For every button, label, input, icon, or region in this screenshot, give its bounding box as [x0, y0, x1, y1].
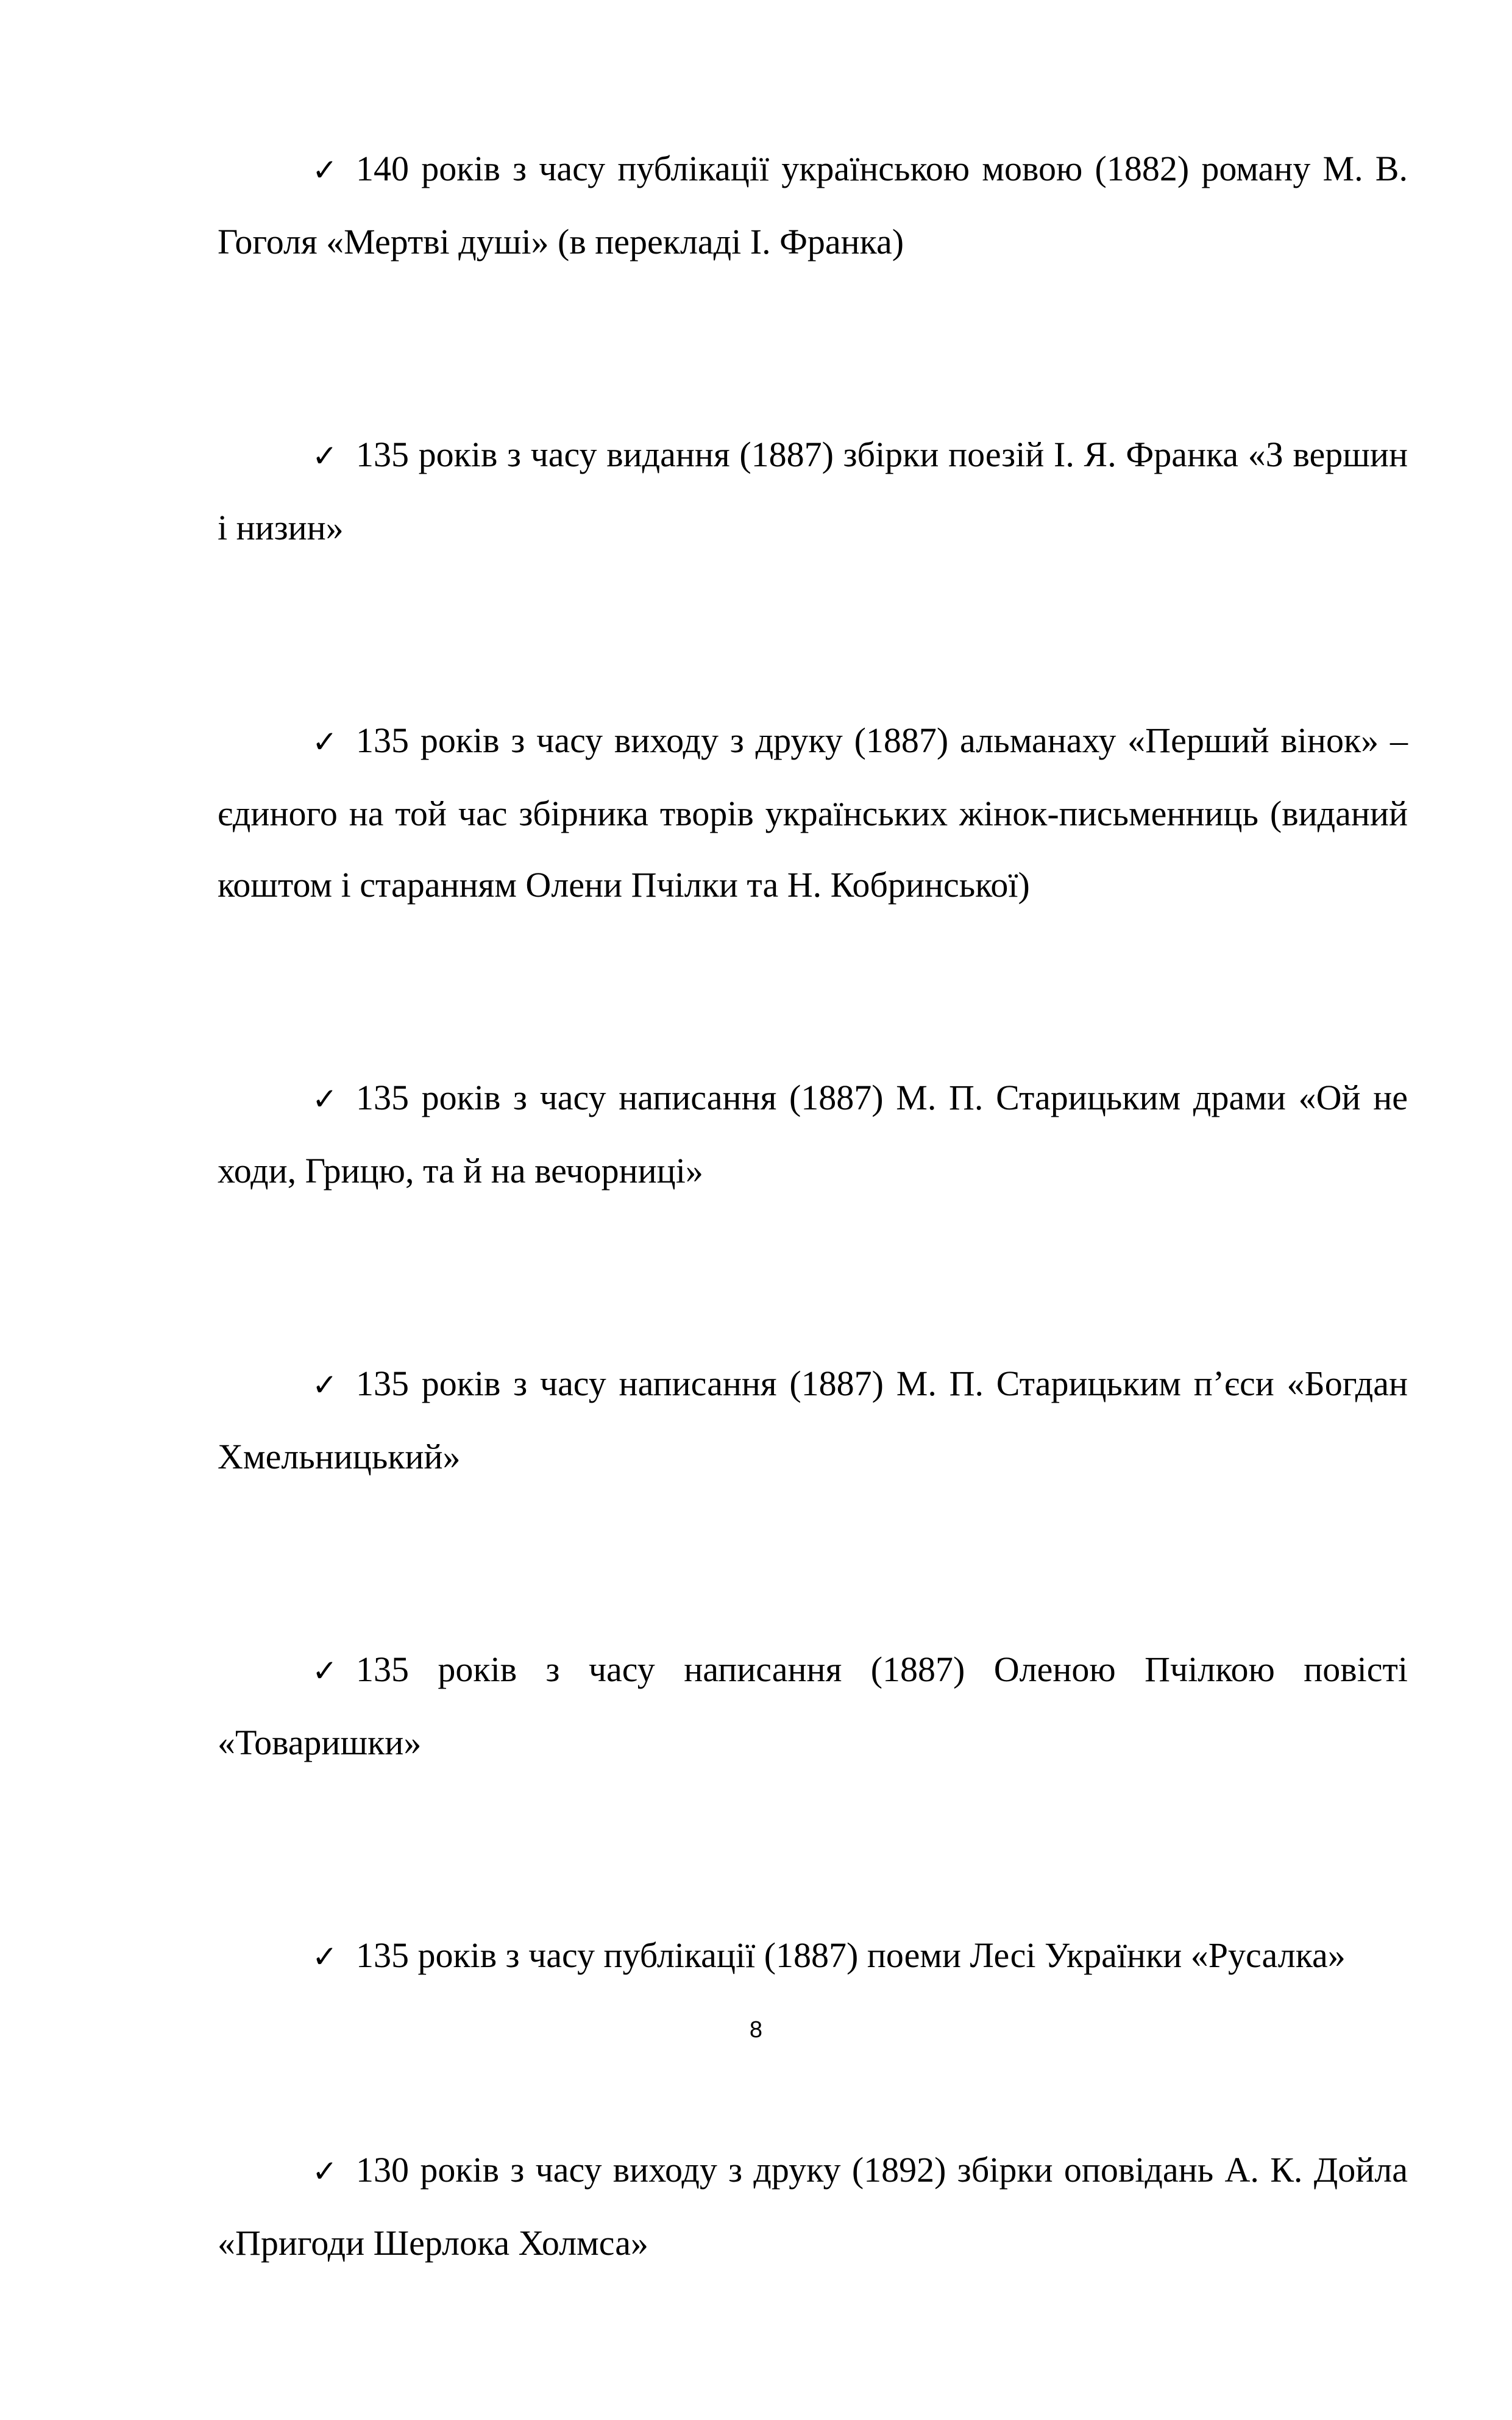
checkmark-icon: ✓	[312, 1939, 338, 1974]
anniversary-entry	[218, 1920, 1408, 1993]
entry-text: 135 років з часу видання (1887) збірки поезій І. Я. Франка «З вершин і низин»	[218, 435, 1408, 547]
anniversary-entry	[218, 2134, 1408, 2279]
checkmark-icon: ✓	[312, 724, 338, 760]
entry-text: 135 років з часу написання (1887) М. П. Старицьким драми «Ой не ходи, Грицю, та й на вечорниці»	[218, 1078, 1408, 1190]
entry-text: 135 років з часу написання (1887) Оленою Пчілкою повісті «Товаришки»	[218, 1650, 1408, 1762]
document-body	[218, 133, 1408, 2420]
page-number: 8	[749, 2017, 763, 2043]
checkmark-icon: ✓	[312, 1367, 338, 1403]
anniversary-entry	[218, 133, 1408, 277]
checkmark-icon: ✓	[312, 1081, 338, 1117]
anniversary-entry	[218, 1348, 1408, 1492]
checkmark-icon: ✓	[312, 438, 338, 474]
checkmark-icon: ✓	[312, 2154, 338, 2189]
entry-text: 135 років з часу публікації (1887) поеми Лесі Українки «Русалка»	[356, 1935, 1346, 1975]
anniversary-entry	[218, 419, 1408, 563]
anniversary-entry	[218, 705, 1408, 920]
checkmark-icon: ✓	[312, 152, 338, 188]
checkmark-icon: ✓	[312, 1653, 338, 1689]
entry-text: 135 років з часу написання (1887) М. П. Старицьким п’єси «Богдан Хмельницький»	[218, 1364, 1408, 1476]
anniversary-entry	[218, 1634, 1408, 1778]
anniversary-entry	[218, 1062, 1408, 1206]
entry-text: 130 років з часу виходу з друку (1892) збірки оповідань А. К. Дойла «Пригоди Шерлока Холмса»	[218, 2150, 1408, 2263]
entry-text: 140 років з часу публікації українською мовою (1882) роману М. В. Гоголя «Мертві душі» (в перекладі І. Франка)	[218, 149, 1408, 262]
entry-text: 135 років з часу виходу з друку (1887) альманаху «Перший вінок» – єдиного на той час збірника творів українських жінок-письменниць (виданий коштом і старанням Олени Пчілки та Н. Кобринської)	[218, 721, 1408, 905]
